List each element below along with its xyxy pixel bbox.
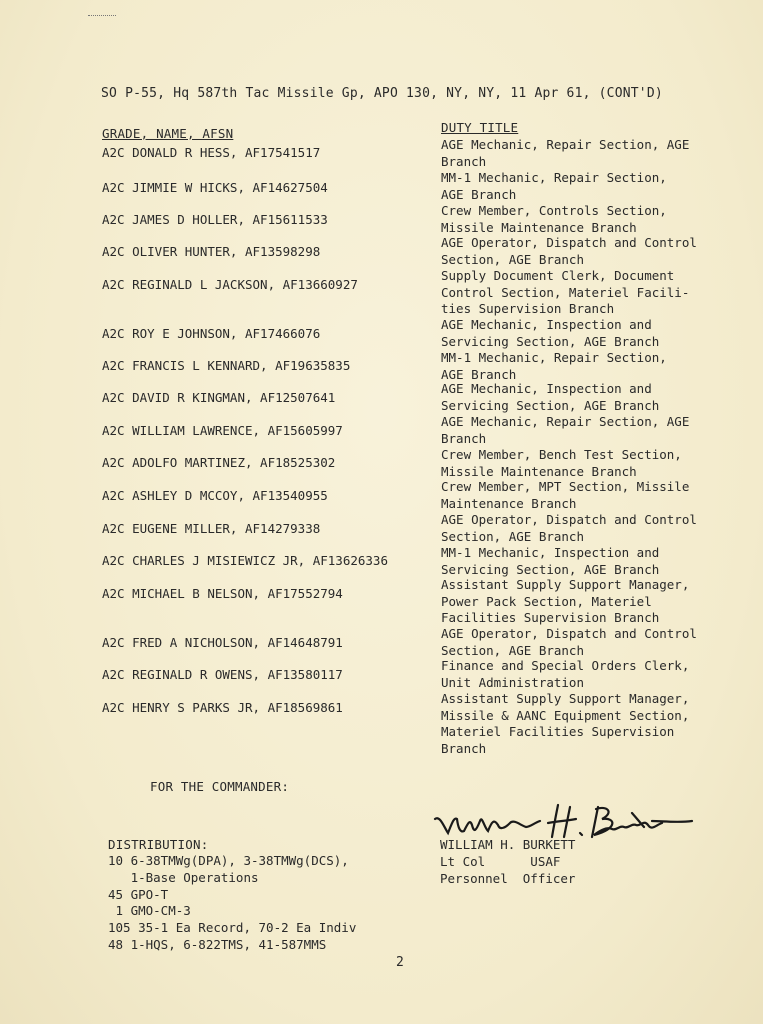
distribution-line: 10 6-38TMWg(DPA), 3-38TMWg(DCS),: [108, 853, 349, 868]
personnel-duty-title: MM-1 Mechanic, Inspection and Servicing Section, AGE Branch: [441, 545, 660, 577]
personnel-name-afsn: A2C OLIVER HUNTER, AF13598298: [102, 244, 321, 259]
signer-title: Personnel Officer: [440, 870, 576, 886]
personnel-duty-title: MM-1 Mechanic, Repair Section, AGE Branch: [441, 350, 667, 382]
personnel-duty-title: Assistant Supply Support Manager, Power Pack Section, Materiel Facilities Supervision Branch: [441, 577, 690, 625]
signer-rank: Lt Col USAF: [440, 853, 561, 869]
personnel-name-afsn: A2C ASHLEY D MCCOY, AF13540955: [102, 488, 328, 503]
corner-mark: [88, 15, 116, 18]
personnel-name-afsn: A2C EUGENE MILLER, AF14279338: [102, 521, 321, 536]
personnel-name-afsn: A2C JIMMIE W HICKS, AF14627504: [102, 180, 328, 195]
personnel-duty-title: AGE Mechanic, Inspection and Servicing Section, AGE Branch: [441, 381, 660, 413]
personnel-name-afsn: A2C HENRY S PARKS JR, AF18569861: [102, 700, 343, 715]
distribution-heading: DISTRIBUTION:: [108, 837, 209, 852]
personnel-duty-title: MM-1 Mechanic, Repair Section, AGE Branch: [441, 170, 667, 202]
personnel-duty-title: Supply Document Clerk, Document Control Section, Materiel Facili- ties Supervision Branch: [441, 268, 690, 316]
distribution-list: [108, 853, 356, 954]
personnel-duty-title: AGE Operator, Dispatch and Control Section, AGE Branch: [441, 512, 697, 544]
personnel-duty-title: Finance and Special Orders Clerk, Unit Administration: [441, 658, 690, 690]
personnel-duty-title: AGE Mechanic, Repair Section, AGE Branch: [441, 414, 690, 446]
personnel-name-afsn: A2C CHARLES J MISIEWICZ JR, AF13626336: [102, 553, 388, 568]
personnel-name-afsn: A2C DAVID R KINGMAN, AF12507641: [102, 390, 336, 405]
personnel-duty-title: Assistant Supply Support Manager, Missile & AANC Equipment Section, Materiel Facilities Supervision Branch: [441, 691, 690, 756]
distribution-line: 48 1-HQS, 6-822TMS, 41-587MMS: [108, 936, 327, 952]
personnel-name-afsn: A2C MICHAEL B NELSON, AF17552794: [102, 586, 343, 601]
personnel-name-afsn: A2C FRANCIS L KENNARD, AF19635835: [102, 358, 351, 373]
signature-block: [440, 837, 575, 887]
distribution-line: 105 35-1 Ea Record, 70-2 Ea Indiv: [108, 920, 357, 936]
personnel-name-afsn: A2C REGINALD L JACKSON, AF13660927: [102, 277, 358, 292]
signer-name: WILLIAM H. BURKETT: [440, 837, 576, 852]
personnel-duty-title: AGE Mechanic, Repair Section, AGE Branch: [441, 137, 690, 169]
personnel-name-afsn: A2C FRED A NICHOLSON, AF14648791: [102, 635, 343, 650]
personnel-duty-title: Crew Member, Controls Section, Missile Maintenance Branch: [441, 203, 667, 235]
page-number: 2: [396, 955, 405, 970]
personnel-duty-title: Crew Member, Bench Test Section, Missile Maintenance Branch: [441, 447, 682, 479]
order-header: SO P-55, Hq 587th Tac Missile Gp, APO 130, NY, NY, 11 Apr 61, (CONT'D): [101, 86, 663, 101]
personnel-duty-title: Crew Member, MPT Section, Missile Maintenance Branch: [441, 479, 690, 511]
distribution-line: 1 GMO-CM-3: [108, 903, 191, 919]
personnel-name-afsn: A2C WILLIAM LAWRENCE, AF15605997: [102, 423, 343, 438]
personnel-name-afsn: A2C REGINALD R OWENS, AF13580117: [102, 667, 343, 682]
personnel-name-afsn: A2C JAMES D HOLLER, AF15611533: [102, 212, 328, 227]
personnel-name-afsn: A2C DONALD R HESS, AF17541517: [102, 145, 321, 160]
column-heading-grade-name-afsn: GRADE, NAME, AFSN: [102, 126, 234, 141]
column-heading-duty-title: DUTY TITLE: [441, 120, 519, 135]
personnel-duty-title: AGE Mechanic, Inspection and Servicing Section, AGE Branch: [441, 317, 660, 349]
personnel-name-afsn: A2C ADOLFO MARTINEZ, AF18525302: [102, 455, 336, 470]
personnel-duty-title: AGE Operator, Dispatch and Control Section, AGE Branch: [441, 626, 697, 658]
for-the-commander: FOR THE COMMANDER:: [150, 779, 290, 794]
personnel-name-afsn: A2C ROY E JOHNSON, AF17466076: [102, 326, 321, 341]
distribution-line: 45 GPO-T: [108, 886, 169, 902]
personnel-duty-title: AGE Operator, Dispatch and Control Section, AGE Branch: [441, 235, 697, 267]
distribution-line: 1-Base Operations: [108, 869, 259, 885]
